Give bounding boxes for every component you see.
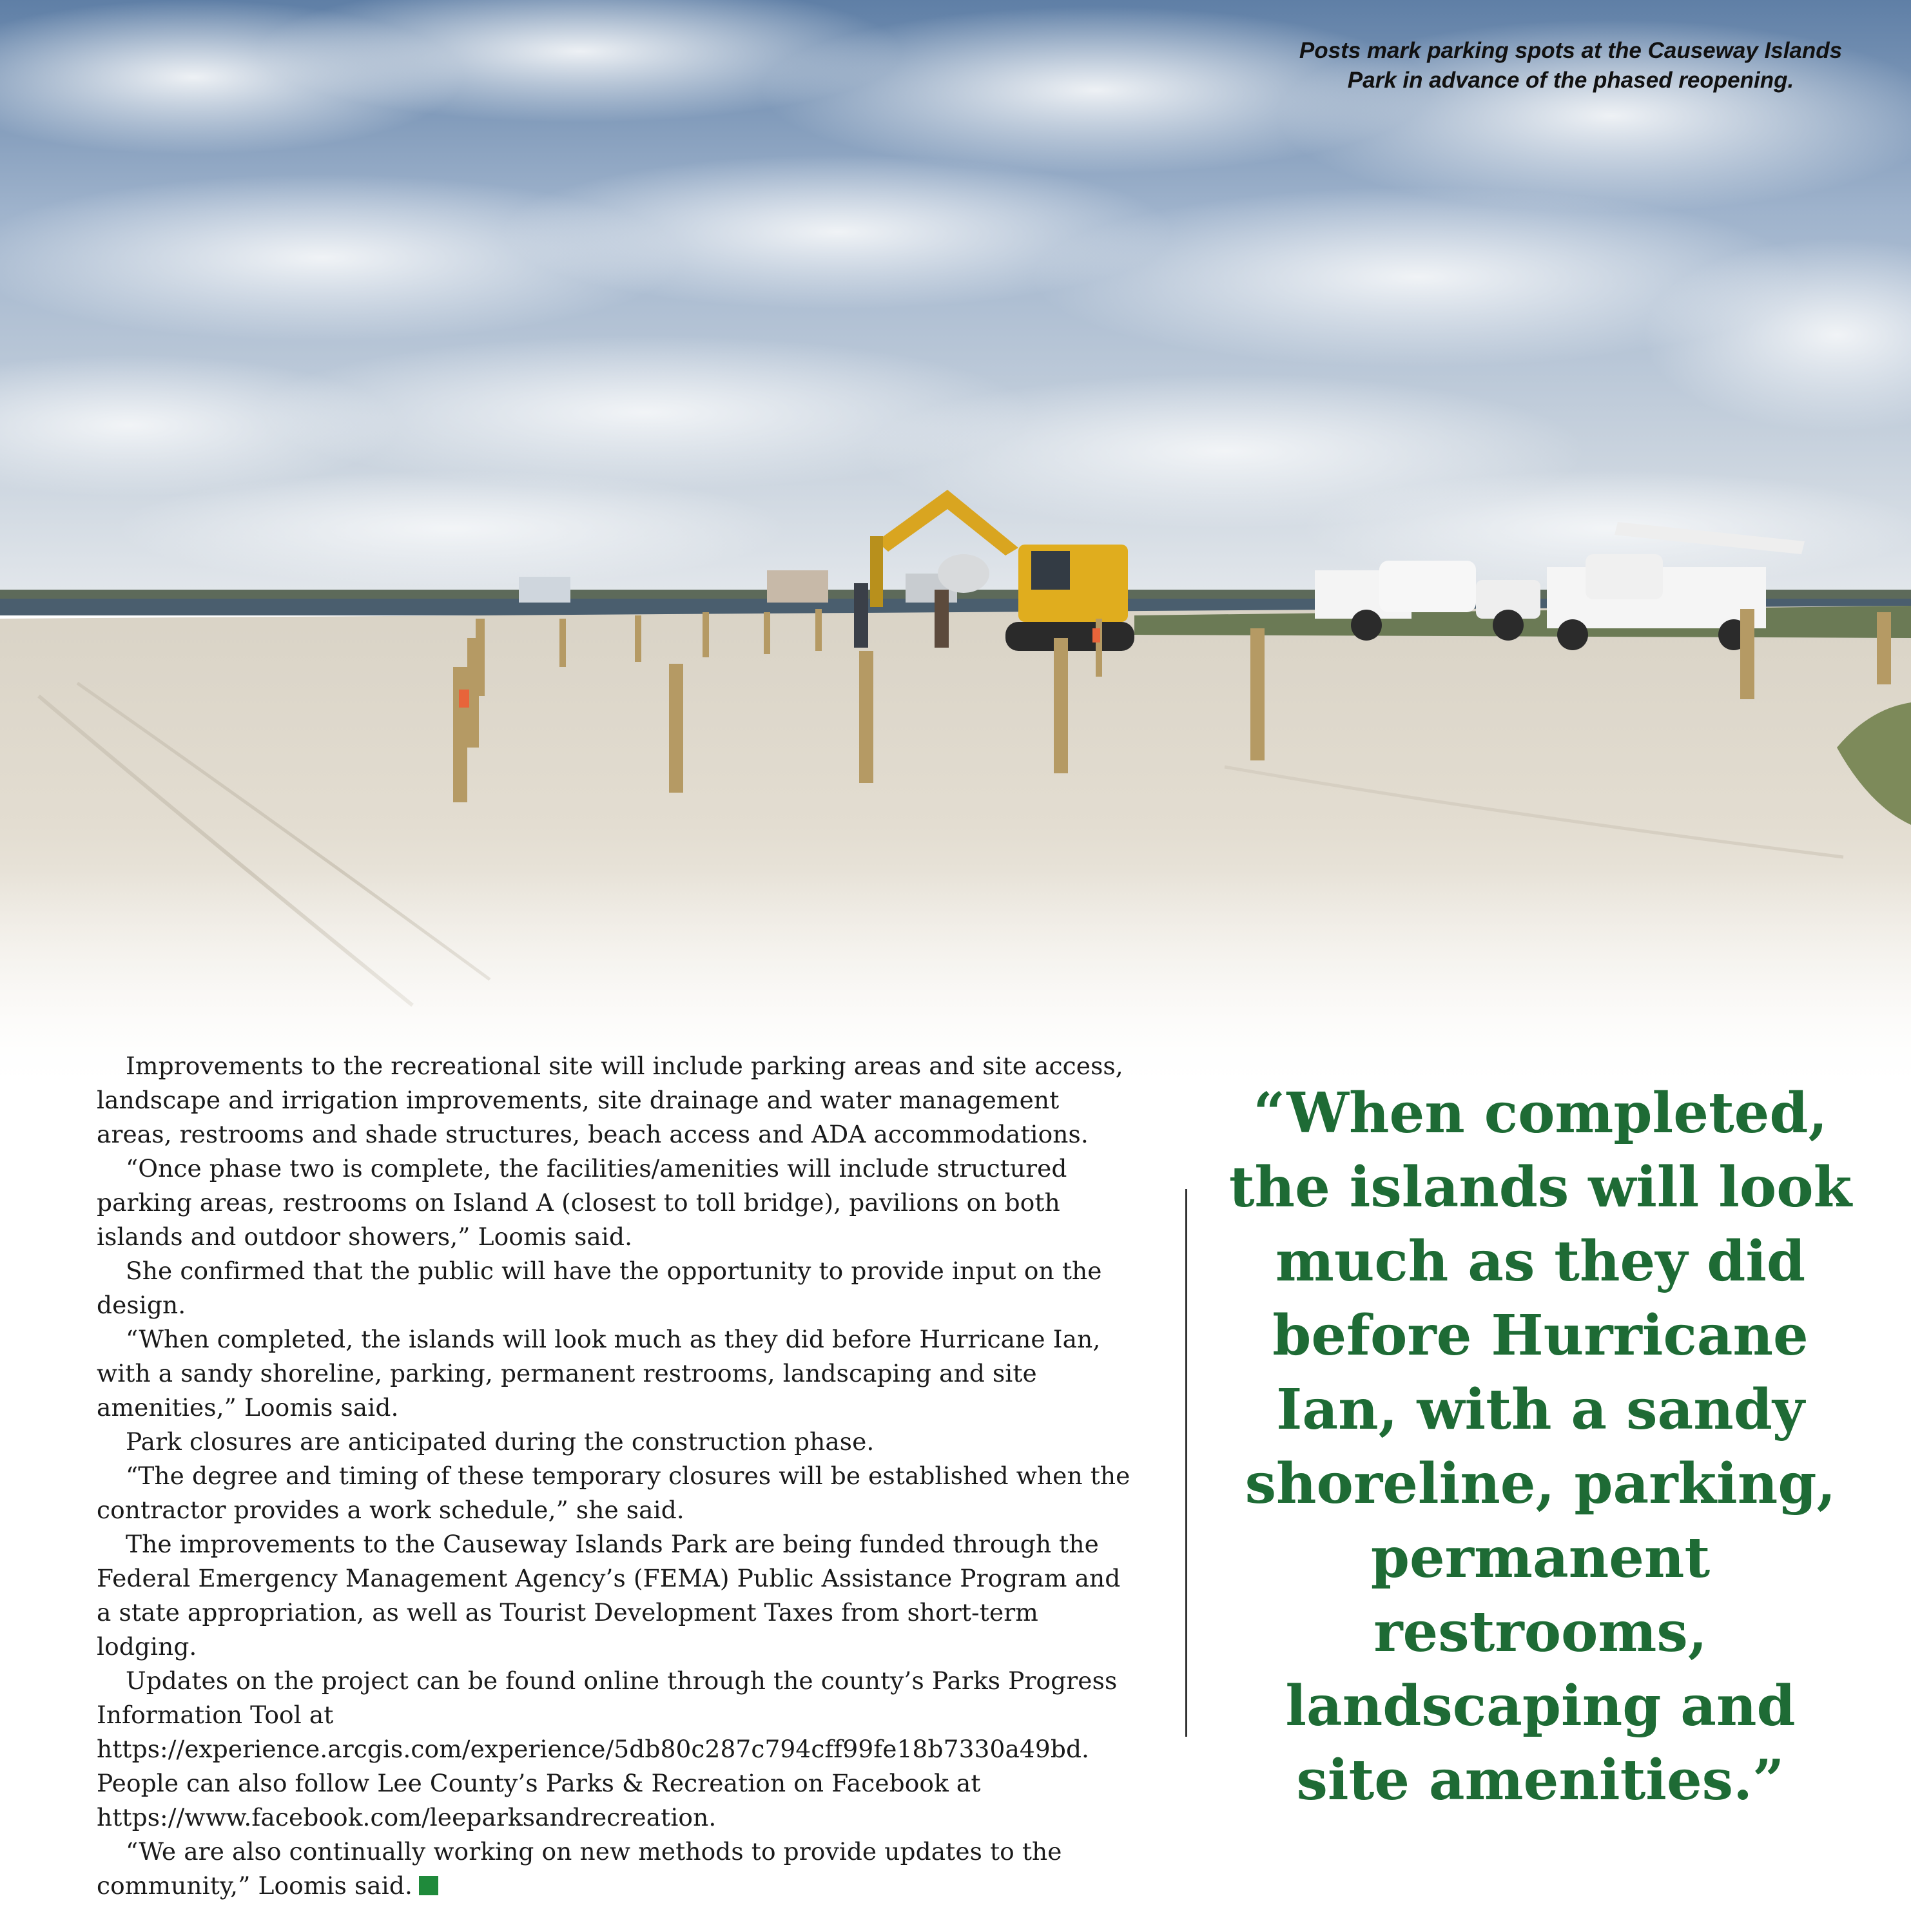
paragraph: The improvements to the Causeway Islands Park are being funded through the Federal Emergency Management Agency’s (FEMA) Public Assistance Program and a state appropriation, as well as Tourist Development Taxes from short-term lodging. <box>97 1530 1121 1661</box>
photo-caption <box>1281 36 1861 95</box>
paragraph: Park closures are anticipated during the construction phase. <box>126 1427 875 1456</box>
end-mark-icon <box>419 1876 438 1895</box>
pull-quote-line: site amenities.” <box>1296 1748 1785 1813</box>
paragraph: Updates on the project can be found online through the county’s Parks Progress Information Tool at https://experience.arcgis.com/experience/5db80c287c794cff99fe18b7330a49bd. People can also follow Lee County’s Parks & Recreation on Facebook at https://www.facebook.com/leeparksandrecreation. <box>97 1666 1118 1831</box>
paragraph: “The degree and timing of these temporary closures will be established when the contractor provides a work schedule,” she said. <box>97 1462 1130 1524</box>
pull-quote-line: Ian, with a sandy <box>1276 1377 1805 1442</box>
pull-quote-line: the islands will look <box>1228 1155 1852 1220</box>
pull-quote-line: permanent <box>1370 1525 1711 1590</box>
pull-quote-line: restrooms, <box>1373 1599 1707 1665</box>
paragraph-final <box>97 1835 1141 1903</box>
paragraph: “Once phase two is complete, the facilities/amenities will include structured parking areas, restrooms on Island A (closest to toll bridge), pavilions on both islands and outdoor showers,” Loomis said. <box>97 1154 1067 1251</box>
pull-quote <box>1225 1076 1856 1817</box>
column-divider <box>1185 1189 1187 1737</box>
paragraph: Improvements to the recreational site will include parking areas and site access, landscape and irrigation improvements, site drainage and water management areas, restrooms and shade structures, beach access and ADA accommodations. <box>97 1052 1123 1148</box>
caption-line: Posts mark parking spots at the Causeway Islands <box>1299 38 1843 63</box>
paragraph: She confirmed that the public will have the opportunity to provide input on the design. <box>97 1257 1102 1319</box>
pull-quote-line: shoreline, parking, <box>1245 1451 1836 1516</box>
pull-quote-line: landscaping and <box>1285 1674 1796 1739</box>
paragraph-text: “We are also continually working on new methods to provide updates to the community,” Loomis said. <box>97 1837 1062 1900</box>
caption-line: Park in advance of the phased reopening. <box>1347 68 1794 93</box>
pull-quote-line: before Hurricane <box>1272 1303 1809 1368</box>
pull-quote-line: “When completed, <box>1253 1081 1828 1146</box>
article-body <box>97 1049 1141 1903</box>
pull-quote-line: much as they did <box>1275 1229 1806 1294</box>
paragraph: “When completed, the islands will look much as they did before Hurricane Ian, with a sandy shoreline, parking, permanent restrooms, landscaping and site amenities,” Loomis said. <box>97 1325 1101 1422</box>
